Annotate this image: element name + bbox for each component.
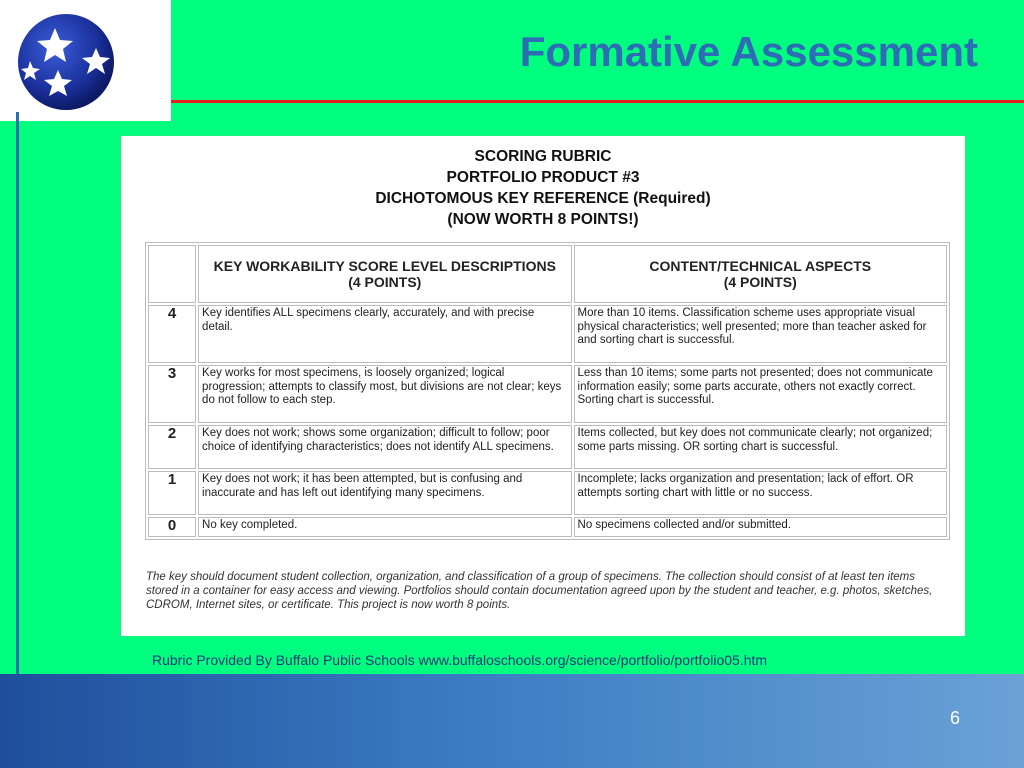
page-number: 6 [950, 708, 961, 728]
score-cell: 0 [148, 517, 196, 537]
table-row [148, 517, 947, 537]
rubric-credit: Rubric Provided By Buffalo Public Schools www.buffaloschools.org/science/portfolio/portfolio05.htm [152, 652, 768, 668]
horizontal-title-rule [171, 100, 1024, 103]
score-cell: 4 [148, 305, 196, 363]
content-description-cell: No specimens collected and/or submitted. [574, 517, 947, 537]
column-points: (4 POINTS) [348, 274, 422, 290]
column-title: KEY WORKABILITY SCORE LEVEL DESCRIPTIONS [213, 258, 556, 274]
rubric-table [145, 242, 950, 540]
content-description-cell: More than 10 items. Classification scheme uses appropriate visual physical characteristics; well presented; more than teacher asked for and sorting chart is successful. [574, 305, 947, 363]
table-row [148, 425, 947, 469]
table-header-row [148, 245, 947, 303]
content-description-cell: Less than 10 items; some parts not presented; does not communicate information easily; some parts accurate, others not exactly correct. Sorting chart is successful. [574, 365, 947, 423]
rubric-header-line: DICHOTOMOUS KEY REFERENCE (Required) [375, 190, 711, 207]
key-description-cell: Key identifies ALL specimens clearly, accurately, and with precise detail. [198, 305, 571, 363]
content-description-cell: Incomplete; lacks organization and presentation; lack of effort. OR attempts sorting chart with little or no success. [574, 471, 947, 515]
rubric-header-line: (NOW WORTH 8 POINTS!) [447, 211, 639, 228]
vertical-accent-line [16, 112, 19, 768]
table-row [148, 305, 947, 363]
column-points: (4 POINTS) [723, 274, 797, 290]
rubric-image [121, 136, 965, 636]
rubric-header [121, 136, 965, 230]
column-header [574, 245, 947, 303]
column-title: CONTENT/TECHNICAL ASPECTS [649, 258, 872, 274]
column-header [198, 245, 571, 303]
key-description-cell: No key completed. [198, 517, 571, 537]
key-description-cell: Key works for most specimens, is loosely organized; logical progression; attempts to classify most, but divisions are not clear; keys do not follow to each step. [198, 365, 571, 423]
rubric-header-line: PORTFOLIO PRODUCT #3 [446, 169, 640, 186]
rubric-note: The key should document student collection, organization, and classification of a group of specimens. The collection should consist of at least ten items stored in a container for easy access and viewing. Portfolios should contain documentation agreed upon by the student and teacher, e.g. photos, sketches, CDROM, Internet sites, or certificate. This project is now worth 8 points. [146, 571, 933, 611]
table-row [148, 471, 947, 515]
empty-corner-cell [148, 245, 196, 303]
score-cell: 2 [148, 425, 196, 469]
score-cell: 3 [148, 365, 196, 423]
table-row [148, 365, 947, 423]
slide-title: Formative Assessment [519, 28, 978, 75]
footer-band [0, 674, 1024, 768]
key-description-cell: Key does not work; shows some organization; difficult to follow; poor choice of identifying characteristics; does not identify ALL specimens. [198, 425, 571, 469]
rubric-header-line: SCORING RUBRIC [474, 148, 612, 165]
star-ball-logo-icon [10, 6, 122, 116]
content-description-cell: Items collected, but key does not communicate clearly; not organized; some parts missing. OR sorting chart is successful. [574, 425, 947, 469]
logo-box [0, 0, 171, 121]
score-cell: 1 [148, 471, 196, 515]
key-description-cell: Key does not work; it has been attempted, but is confusing and inaccurate and has left out identifying many specimens. [198, 471, 571, 515]
